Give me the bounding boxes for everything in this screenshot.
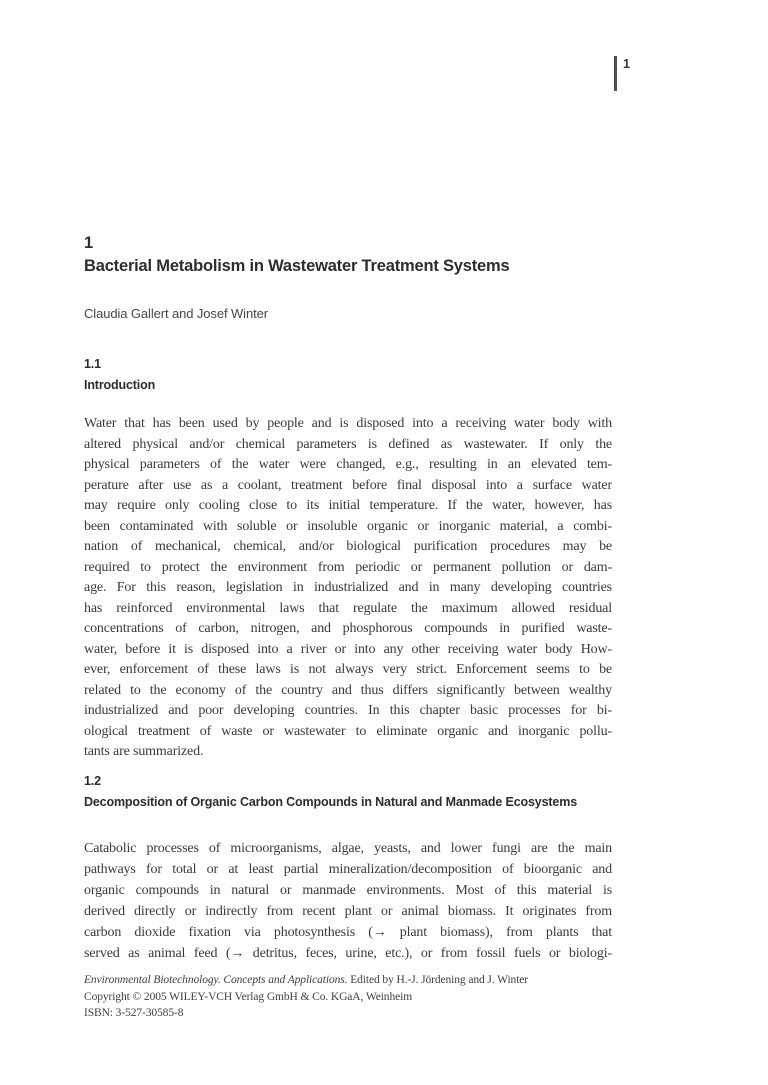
- text-line: related to the economy of the country and thus differs significantly between wealthy: [84, 682, 612, 698]
- text-line: required to protect the environment from periodic or permanent pollution or dam-: [84, 559, 612, 575]
- introduction-paragraph: [84, 414, 612, 763]
- decomposition-paragraph: [84, 838, 612, 964]
- text-line: concentrations of carbon, nitrogen, and phosphorous compounds in purified waste-: [84, 621, 612, 636]
- text-line: Catabolic processes of microorganisms, algae, yeasts, and lower fungi are the main: [84, 841, 612, 856]
- text-line: pathways for total or at least partial mineralization/decomposition of bioorganic and: [84, 862, 612, 877]
- text-line: been contaminated with soluble or insoluble organic or inorganic material, a combi-: [84, 518, 612, 534]
- imprint-footer: [84, 972, 644, 1022]
- chapter-title: Bacterial Metabolism in Wastewater Treatment Systems: [84, 257, 510, 275]
- text-line: carbon dioxide fixation via photosynthesis (→ plant biomass), from plants that: [84, 925, 612, 940]
- section-1-1-title: Introduction: [84, 378, 156, 392]
- section-1-2-heading: [84, 771, 577, 813]
- page-number: 1: [623, 57, 630, 71]
- chapter-authors: Claudia Gallert and Josef Winter: [84, 306, 268, 321]
- footer-isbn: ISBN: 3-527-30585-8: [84, 1007, 184, 1019]
- text-line: has reinforced environmental laws that regulate the maximum allowed residual: [84, 600, 612, 616]
- footer-edited-by: Edited by H.-J. Jördening and J. Winter: [350, 974, 529, 986]
- page-number-divider: [614, 56, 617, 91]
- text-line: perature after use as a coolant, treatment before final disposal into a surface water: [84, 477, 612, 493]
- text-line: industrialized and poor developing countries. In this chapter basic processes for bi-: [84, 703, 612, 718]
- footer-title-line: [84, 972, 644, 989]
- text-line: Water that has been used by people and is disposed into a receiving water body with: [84, 416, 612, 431]
- text-line: nation of mechanical, chemical, and/or biological purification procedures may be: [84, 539, 612, 554]
- text-line: ever, enforcement of these laws is not always very strict. Enforcement seems to be: [84, 662, 612, 677]
- section-1-1-heading: [84, 354, 155, 396]
- text-line: water, before it is disposed into a river or into any other receiving water body How-: [84, 641, 612, 657]
- text-line: may require only cooling close to its initial temperature. If the water, however, has: [84, 498, 612, 513]
- text-line: ological treatment of waste or wastewater to eliminate organic and inorganic pollu-: [84, 723, 612, 739]
- text-line: served as animal feed (→ detritus, feces, urine, etc.), or from fossil fuels or biologi-: [84, 946, 612, 961]
- text-line: tants are summarized.: [84, 744, 204, 759]
- section-1-2-number: 1.2: [84, 774, 101, 788]
- section-1-1-number: 1.1: [84, 357, 101, 371]
- chapter-number: 1: [84, 234, 93, 252]
- text-line: derived directly or indirectly from recent plant or animal biomass. It originates from: [84, 904, 612, 919]
- text-line: age. For this reason, legislation in industrialized and in many developing countries: [84, 580, 612, 595]
- section-1-2-title: Decomposition of Organic Carbon Compounds in Natural and Manmade Ecosystems: [84, 795, 577, 809]
- text-line: altered physical and/or chemical parameters is defined as wastewater. If only the: [84, 436, 612, 452]
- footer-book-title: Environmental Biotechnology. Concepts and Applications.: [84, 974, 348, 986]
- text-line: organic compounds in natural or manmade environments. Most of this material is: [84, 883, 612, 898]
- text-line: physical parameters of the water were changed, e.g., resulting in an elevated tem-: [84, 457, 612, 472]
- footer-copyright: Copyright © 2005 WILEY-VCH Verlag GmbH & Co. KGaA, Weinheim: [84, 990, 413, 1003]
